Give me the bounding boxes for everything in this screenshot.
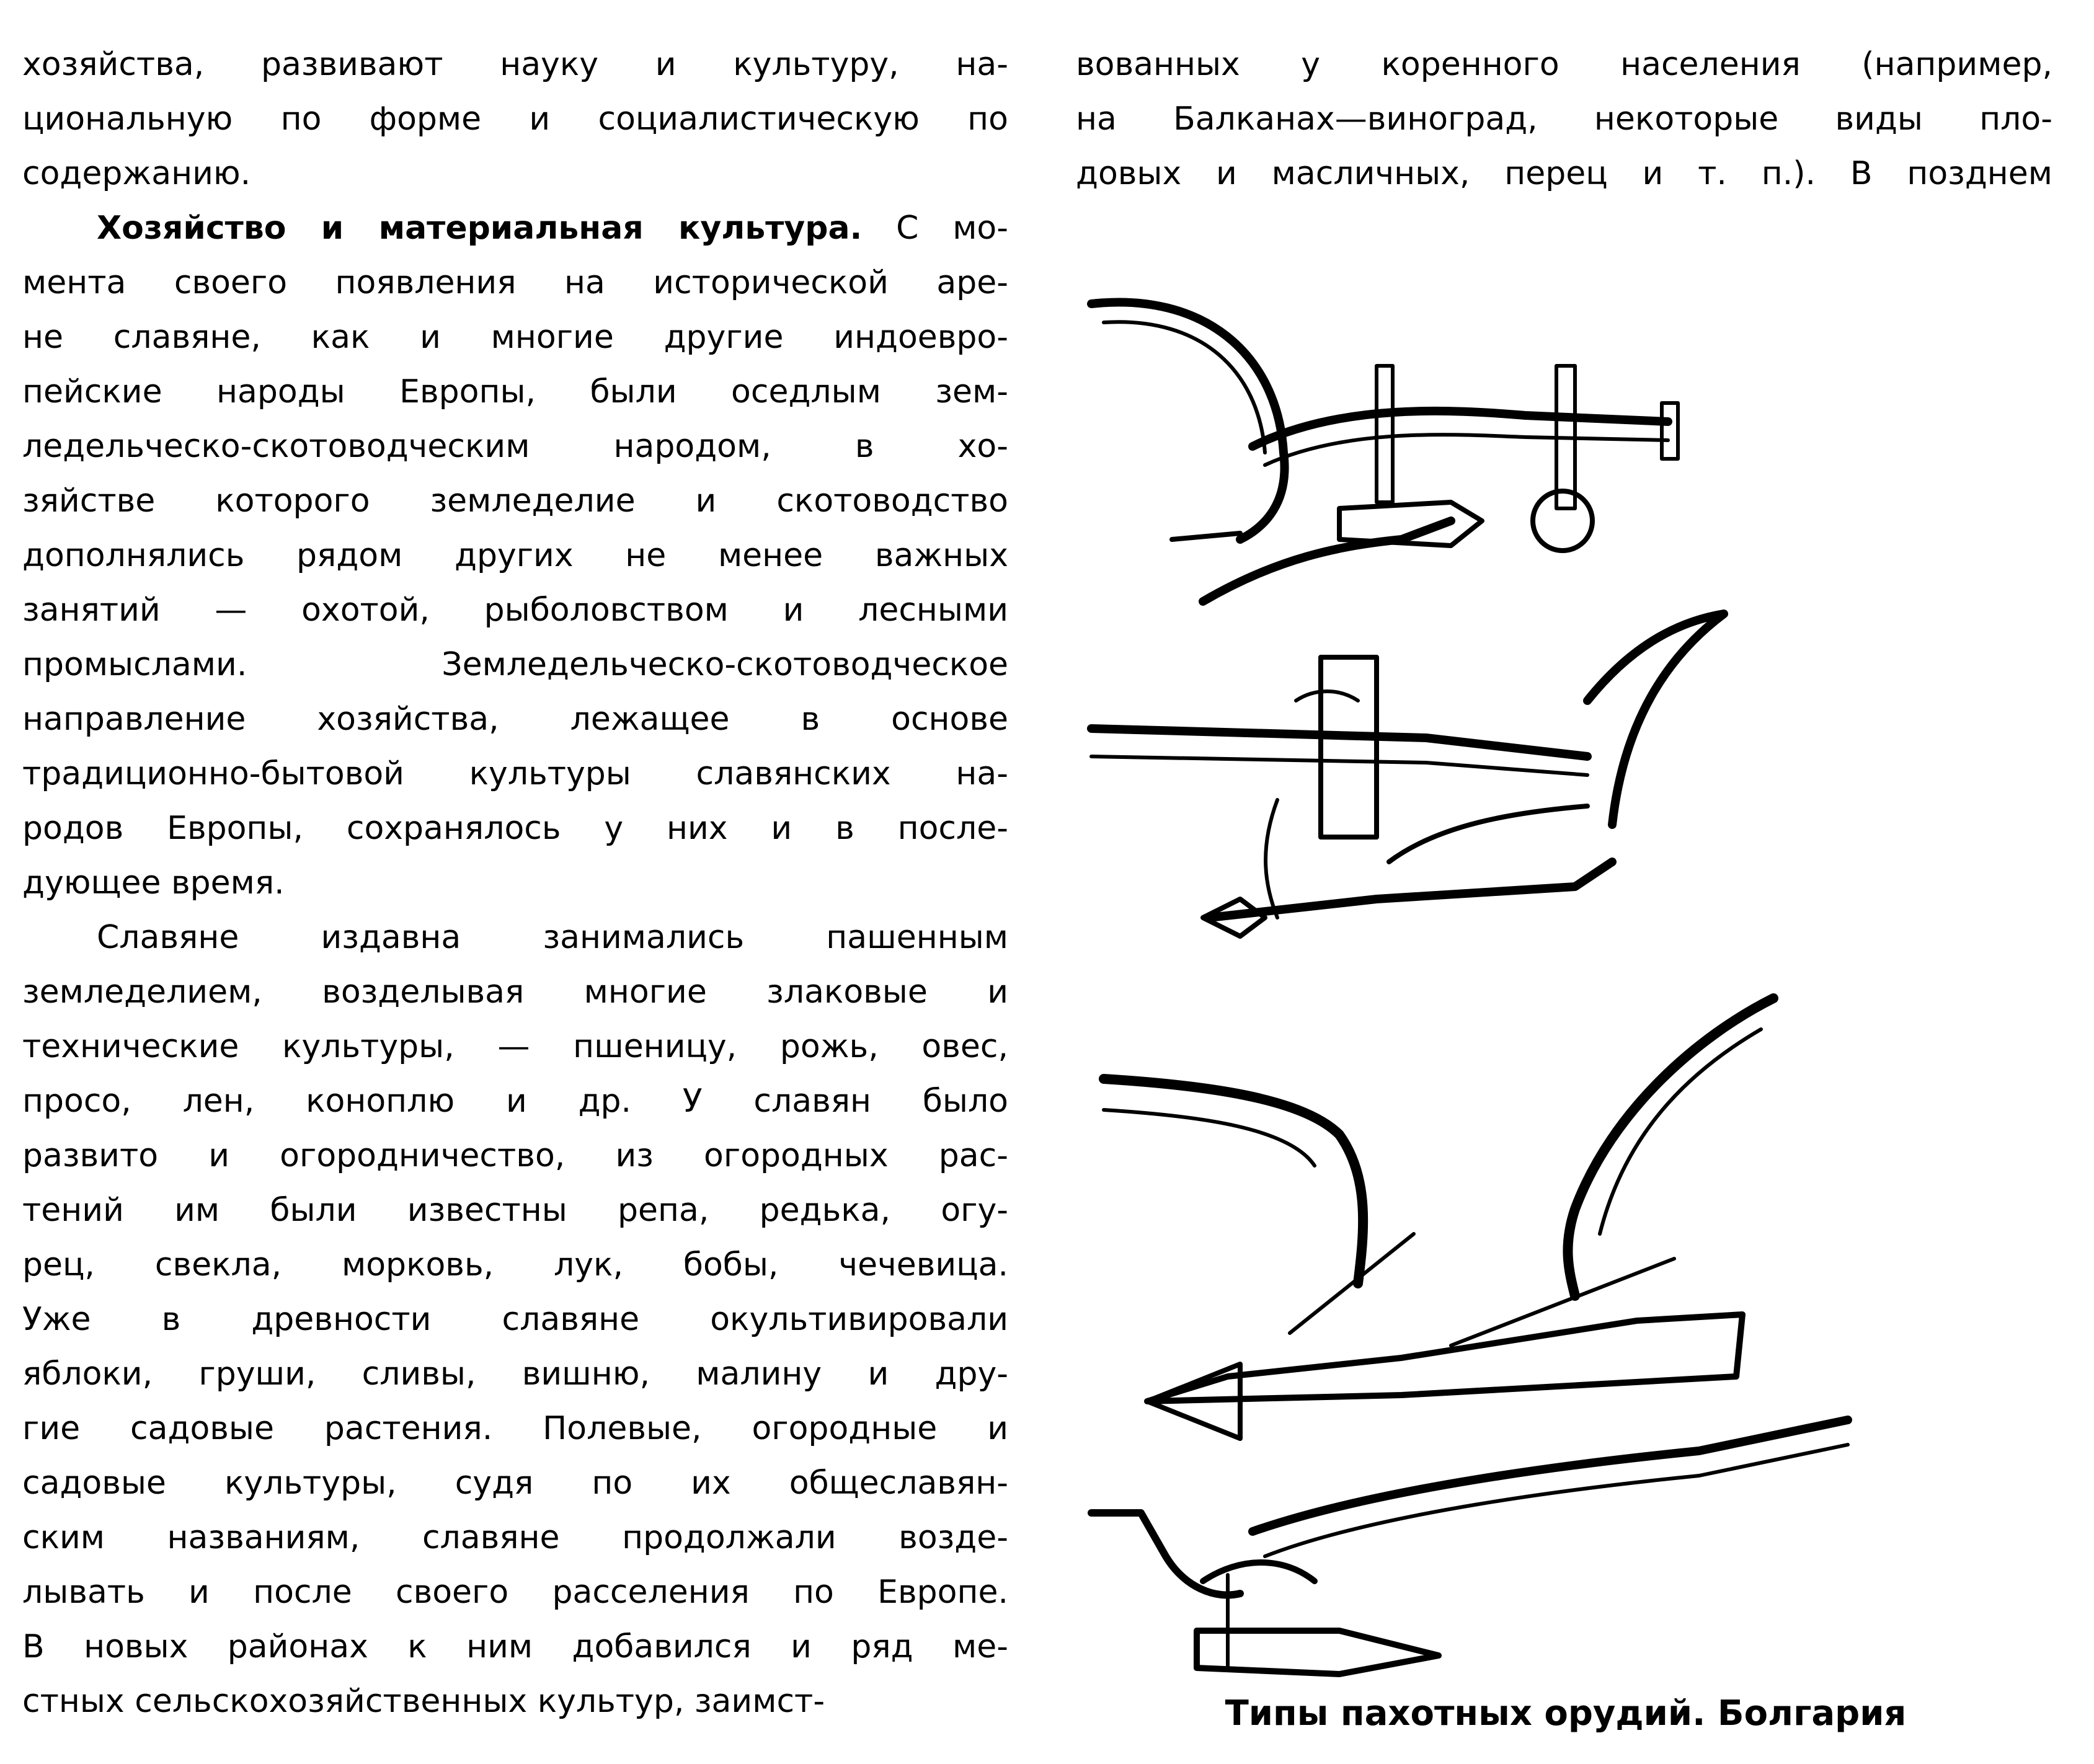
text-line: занятий — охотой, рыболовством и лесными <box>22 592 1008 629</box>
text-line: содержанию. <box>22 155 251 192</box>
plough-drawing-3 <box>1104 998 1773 1438</box>
plough-drawing-1 <box>1091 302 1678 601</box>
text-line: циональную по форме и социалистическую по <box>22 100 1008 138</box>
text-line: родов Европы, сохранялось у них и в после- <box>22 810 1008 847</box>
text-line: ским названиям, славяне продолжали возде- <box>22 1519 1008 1556</box>
text-line: ледельческо-скотоводческим народом, в хо- <box>22 428 1008 465</box>
text-line: В новых районах к ним добавился и ряд ме- <box>22 1628 1008 1665</box>
text-line: зяйстве которого земледелие и скотоводство <box>22 482 1008 520</box>
left-text-column <box>22 37 1008 1729</box>
paragraph-2-first-line <box>22 201 1008 255</box>
text-line: садовые культуры, судя по их общеславян- <box>22 1465 1008 1502</box>
text-line: развито и огородничество, из огородных рас- <box>22 1137 1008 1174</box>
text-line: гие садовые растения. Полевые, огородные и <box>22 1410 1008 1447</box>
text-line: не славяне, как и многие другие индоевро- <box>22 319 1008 356</box>
text-line: рец, свекла, морковь, лук, бобы, чечевица. <box>22 1246 1008 1283</box>
figure-caption: Типы пахотных орудий. Болгария <box>1225 1693 1907 1734</box>
heading-continuation: С мо- <box>896 210 1008 247</box>
text-line: дующее время. <box>22 864 285 902</box>
text-line: Уже в древности славяне окультивировали <box>22 1301 1008 1338</box>
text-line: стных сельскохозяйственных культур, заимст- <box>22 1683 825 1720</box>
text-line: тений им были известны репа, редька, огу- <box>22 1192 1008 1229</box>
paragraph-1 <box>22 37 1008 201</box>
text-line: яблоки, груши, сливы, вишню, малину и дру- <box>22 1355 1008 1393</box>
right-text-column <box>1076 37 2052 201</box>
text-line: земледелием, возделывая многие злаковые и <box>22 973 1008 1011</box>
paragraph-2 <box>22 255 1008 910</box>
text-line: промыслами. Земледельческо-скотоводческое <box>22 646 1008 683</box>
text-line: вованных у коренного населения (например, <box>1076 46 2052 83</box>
paragraph-3 <box>22 910 1008 1729</box>
section-heading: Хозяйство и материальная культура. <box>97 210 863 247</box>
text-line: на Балканах—виноград, некоторые виды пло- <box>1076 100 2052 138</box>
text-line: лывать и после своего расселения по Европе. <box>22 1574 1008 1611</box>
text-line: Славяне издавна занимались пашенным <box>97 919 1008 956</box>
text-line: дополнялись рядом других не менее важных <box>22 537 1008 574</box>
text-line: традиционно-бытовой культуры славянских на- <box>22 755 1008 792</box>
plough-illustrations <box>1079 267 2052 1686</box>
text-line: направление хозяйства, лежащее в основе <box>22 701 1008 738</box>
text-line: технические культуры, — пшеницу, рожь, овес, <box>22 1028 1008 1065</box>
plough-drawing-4 <box>1091 1420 1848 1674</box>
plough-drawing-2 <box>1091 614 1724 936</box>
text-line: просо, лен, коноплю и др. У славян было <box>22 1083 1008 1120</box>
text-line: довых и масличных, перец и т. п.). В позднем <box>1076 155 2052 192</box>
right-paragraph <box>1076 37 2052 201</box>
text-line: хозяйства, развивают науку и культуру, на- <box>22 46 1008 83</box>
text-line: мента своего появления на исторической аре- <box>22 264 1008 301</box>
text-line: пейские народы Европы, были оседлым зем- <box>22 373 1008 410</box>
